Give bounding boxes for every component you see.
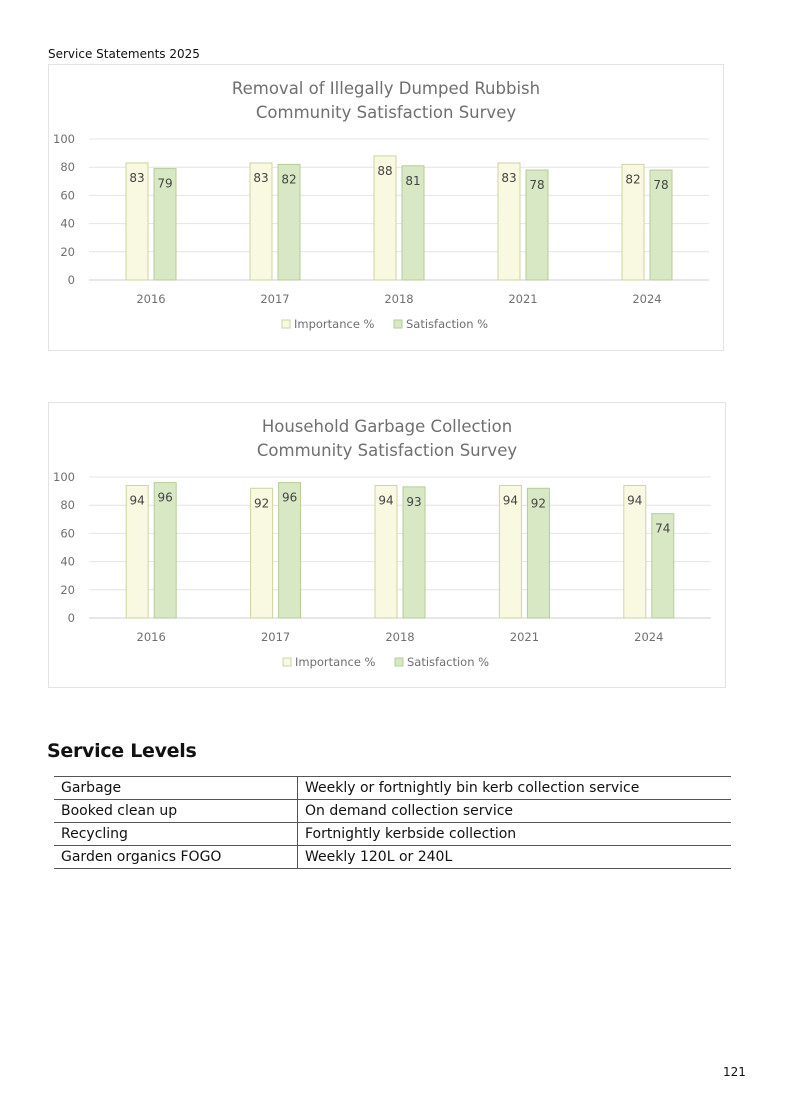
y-tick-label: 0	[67, 611, 75, 625]
x-tick-label: 2017	[260, 292, 290, 306]
table-row	[54, 800, 731, 823]
y-tick-label: 40	[60, 216, 75, 231]
y-tick-label: 100	[53, 470, 75, 484]
legend-swatch-satisfaction	[395, 658, 403, 666]
y-tick-label: 60	[60, 526, 75, 541]
y-tick-label: 20	[60, 244, 75, 259]
y-tick-label: 80	[60, 498, 75, 513]
data-label: 96	[157, 490, 173, 505]
service-level-cell: Fortnightly kerbside collection	[298, 823, 732, 846]
table-row	[54, 846, 731, 869]
legend-label-satisfaction: Satisfaction %	[406, 317, 489, 331]
service-levels-table	[54, 776, 731, 869]
rubbish-removal-chart-svg	[49, 65, 723, 350]
service-level-cell: Weekly 120L or 240L	[298, 846, 732, 869]
x-tick-label: 2021	[508, 292, 538, 306]
table-row	[54, 777, 731, 800]
garbage-collection-chart	[48, 402, 726, 688]
legend-swatch-importance	[283, 658, 291, 666]
garbage-collection-chart-svg	[49, 403, 725, 687]
x-tick-label: 2016	[136, 292, 166, 306]
y-tick-label: 40	[60, 554, 75, 569]
data-label: 83	[253, 170, 269, 185]
data-label: 81	[405, 173, 421, 188]
legend-label-importance: Importance %	[295, 655, 376, 669]
service-name-cell: Booked clean up	[54, 800, 298, 823]
data-label: 94	[627, 493, 643, 508]
data-label: 74	[655, 521, 671, 536]
data-label: 94	[129, 493, 145, 508]
y-tick-label: 20	[60, 582, 75, 597]
service-name-cell: Garden organics FOGO	[54, 846, 298, 869]
y-tick-label: 0	[67, 273, 75, 287]
data-label: 83	[501, 170, 517, 185]
table-row	[54, 823, 731, 846]
rubbish-removal-chart	[48, 64, 724, 351]
service-level-cell: Weekly or fortnightly bin kerb collection service	[298, 777, 732, 800]
data-label: 78	[529, 178, 545, 193]
legend-swatch-importance	[282, 320, 290, 328]
data-label: 79	[157, 176, 173, 191]
x-tick-label: 2024	[632, 292, 662, 306]
x-tick-label: 2024	[634, 630, 664, 644]
x-tick-label: 2021	[509, 630, 540, 644]
data-label: 96	[281, 490, 298, 505]
x-tick-label: 2018	[384, 292, 414, 306]
data-label: 94	[378, 493, 394, 508]
data-label: 88	[377, 163, 393, 178]
legend-label-importance: Importance %	[294, 317, 375, 331]
y-tick-label: 100	[53, 132, 75, 146]
service-levels-title: Service Levels	[47, 740, 197, 762]
legend-swatch-satisfaction	[394, 320, 402, 328]
chart-subtitle: Community Satisfaction Survey	[256, 441, 518, 460]
x-tick-label: 2016	[136, 630, 166, 644]
data-label: 82	[281, 172, 297, 187]
page-header: Service Statements 2025	[48, 47, 200, 61]
service-level-cell: On demand collection service	[298, 800, 732, 823]
data-label: 83	[129, 170, 145, 185]
x-tick-label: 2018	[385, 630, 415, 644]
data-label: 92	[530, 496, 547, 511]
service-name-cell: Garbage	[54, 777, 298, 800]
chart-title: Removal of Illegally Dumped Rubbish	[231, 79, 541, 98]
legend-label-satisfaction: Satisfaction %	[407, 655, 490, 669]
chart-title: Household Garbage Collection	[261, 417, 513, 436]
y-tick-label: 80	[60, 160, 75, 175]
chart-subtitle: Community Satisfaction Survey	[255, 103, 517, 122]
data-label: 93	[406, 494, 422, 509]
data-label: 92	[253, 496, 270, 511]
page-number: 121	[723, 1065, 746, 1079]
data-label: 82	[625, 172, 641, 187]
data-label: 78	[653, 178, 669, 193]
service-name-cell: Recycling	[54, 823, 298, 846]
data-label: 94	[502, 493, 519, 508]
y-tick-label: 60	[60, 188, 75, 203]
x-tick-label: 2017	[260, 630, 291, 644]
